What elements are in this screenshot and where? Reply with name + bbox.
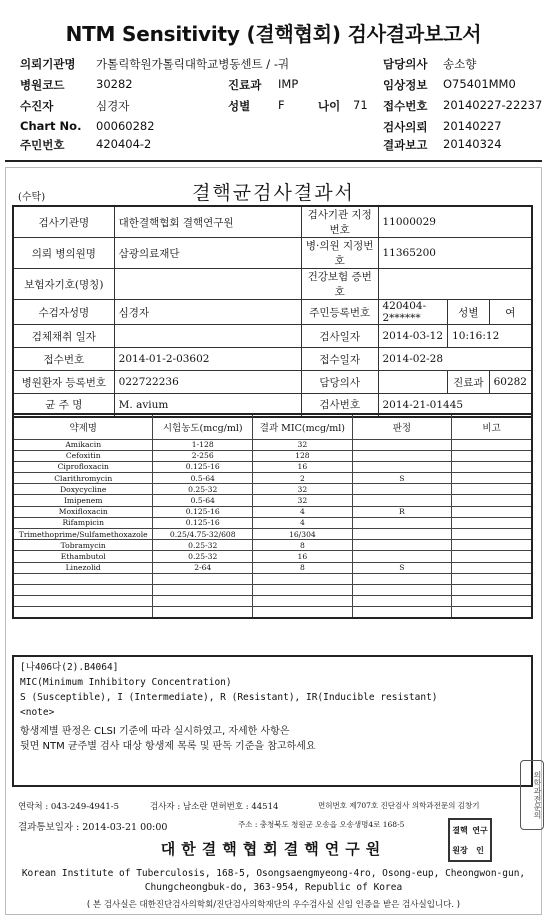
judgement	[352, 607, 451, 618]
mic-result: 32	[253, 495, 353, 506]
institute-seal	[448, 818, 492, 862]
value-age: 71	[353, 98, 368, 112]
drug-row	[13, 473, 532, 484]
drug-name: Tobramycin	[13, 540, 153, 551]
disclaimer: ( 본 검사실은 대한진단검사의학회/진단검사의학재단의 우수검사실 신임 인증을 받은 검사실입니다. )	[86, 900, 461, 910]
drug-name: Clarithromycin	[13, 473, 153, 484]
value-chart-no: 00060282	[96, 119, 155, 133]
info-value: M. avium	[114, 394, 301, 417]
drug-row	[13, 540, 532, 551]
drug-row	[13, 573, 532, 584]
value-request-date: 20140227	[443, 119, 502, 133]
drug-row	[13, 461, 532, 472]
report-title: NTM Sensitivity (결핵협회) 검사결과보고서	[65, 22, 482, 46]
test-concentration: 2-256	[153, 450, 253, 461]
label-hospital-code: 병원코드	[20, 78, 65, 92]
remark	[452, 584, 532, 595]
remark	[452, 506, 532, 517]
judgement	[352, 450, 451, 461]
remark	[452, 450, 532, 461]
mic-result: 4	[253, 517, 353, 528]
info-label: 검사번호	[301, 394, 378, 417]
remark	[452, 461, 532, 472]
remark	[452, 495, 532, 506]
label-doctor: 담당의사	[383, 57, 428, 71]
drug-name	[13, 596, 153, 607]
info-value: 삼광의료재단	[114, 238, 301, 269]
info-row	[13, 269, 532, 300]
label-age: 나이	[318, 99, 341, 113]
mic-result: 16	[253, 551, 353, 562]
info-label: 보험자기호(명칭)	[13, 269, 114, 300]
info-label: 성별	[448, 300, 489, 325]
drug-name	[13, 584, 153, 595]
info-value: 10:16:12	[448, 325, 532, 348]
judgement	[352, 540, 451, 551]
remark	[452, 529, 532, 540]
judgement	[352, 461, 451, 472]
drug-name: Ciprofloxacin	[13, 461, 153, 472]
test-concentration: 0.25/4.75-32/608	[153, 529, 253, 540]
remark	[452, 517, 532, 528]
info-value: 여	[489, 300, 532, 325]
judgement	[352, 495, 451, 506]
drug-row	[13, 439, 532, 450]
judgement: S	[352, 473, 451, 484]
info-label: 건강보험 증번호	[301, 269, 378, 300]
value-doctor: 송소향	[443, 57, 477, 71]
label-report-date: 결과보고	[383, 138, 428, 152]
info-row	[13, 348, 532, 371]
footer-contact: 연락처 : 043-249-4941-5	[18, 802, 120, 812]
label-clinical-info: 임상정보	[383, 78, 428, 92]
mic-result: 2	[253, 473, 353, 484]
note-legend: S (Susceptible), I (Intermediate), R (Resistant), IR(Inducible resistant)	[20, 692, 438, 703]
mic-result: 8	[253, 562, 353, 573]
test-concentration	[153, 573, 253, 584]
patient-info-table	[12, 205, 533, 418]
info-value: 11365200	[378, 238, 532, 269]
label-receipt-no: 접수번호	[383, 99, 428, 113]
seal-char: 연구	[472, 825, 488, 835]
info-label: 검체채취 일자	[13, 325, 114, 348]
mic-result	[253, 607, 353, 618]
info-label: 균 주 명	[13, 394, 114, 417]
mic-result: 16	[253, 461, 353, 472]
seal-char: 원장	[452, 845, 468, 855]
test-concentration	[153, 607, 253, 618]
info-row	[13, 371, 532, 394]
note-line: 뒷면 NTM 균주별 검사 대상 항생제 목록 및 판독 기준을 참고하세요	[20, 741, 316, 752]
drug-row	[13, 529, 532, 540]
drug-name: Doxycycline	[13, 484, 153, 495]
institute-name: 대한결핵협회결핵연구원	[160, 840, 387, 858]
mic-result: 8	[253, 540, 353, 551]
info-label: 의뢰 병의원명	[13, 238, 114, 269]
remark	[452, 540, 532, 551]
mic-result	[253, 584, 353, 595]
consignment-tag: (수탁)	[18, 192, 46, 203]
info-value: 60282	[489, 371, 532, 394]
judgement	[352, 517, 451, 528]
value-report-date: 20140324	[443, 137, 502, 151]
remark	[452, 562, 532, 573]
drug-row	[13, 562, 532, 573]
mic-result	[253, 573, 353, 584]
test-concentration: 0.125-16	[153, 506, 253, 517]
value-patient: 심경자	[96, 99, 130, 113]
address-en-line2: Chungcheongbuk-do, 363-954, Republic of Korea	[144, 882, 403, 893]
value-hospital-code: 30282	[96, 77, 133, 91]
drug-row	[13, 596, 532, 607]
drug-row	[13, 551, 532, 562]
label-sex: 성별	[228, 99, 251, 113]
judgement: R	[352, 506, 451, 517]
physician-seal: 의학과전문의	[520, 760, 544, 830]
drug-name: Linezolid	[13, 562, 153, 573]
info-value: 대한결핵협회 결핵연구원	[114, 206, 301, 238]
judgement	[352, 439, 451, 450]
value-resident-no: 420404-2	[96, 137, 152, 151]
remark	[452, 484, 532, 495]
info-row	[13, 206, 532, 238]
mic-result: 32	[253, 484, 353, 495]
info-value: 2014-03-12	[378, 325, 448, 348]
drug-susceptibility-table	[12, 413, 533, 619]
info-row	[13, 325, 532, 348]
info-value: 2014-02-28	[378, 348, 532, 371]
value-clinical-info: O75401MM0	[443, 77, 516, 91]
drug-name: Moxifloxacin	[13, 506, 153, 517]
test-concentration: 0.25-32	[153, 551, 253, 562]
info-label: 접수번호	[13, 348, 114, 371]
label-patient: 수진자	[20, 99, 54, 113]
test-concentration: 0.125-16	[153, 461, 253, 472]
info-label: 담당의사	[301, 371, 378, 394]
info-label: 검사일자	[301, 325, 378, 348]
drug-row	[13, 607, 532, 618]
footer-license: 면허번호 제707호 진단검사 의학과전문의 김창기	[318, 801, 480, 810]
judgement	[352, 584, 451, 595]
drug-name: Trimethoprime/Sulfamethoxazole	[13, 529, 153, 540]
remark	[452, 473, 532, 484]
label-department: 진료과	[228, 78, 262, 92]
info-row	[13, 238, 532, 269]
scan-title: 결핵균검사결과서	[192, 182, 355, 204]
label-chart-no: Chart No.	[20, 119, 82, 133]
note-mic: MIC(Minimum Inhibitory Concentration)	[20, 677, 232, 688]
value-sex: F	[278, 98, 285, 112]
info-value	[114, 269, 301, 300]
info-label: 병원환자 등록번호	[13, 371, 114, 394]
value-department: IMP	[278, 77, 299, 91]
remark	[452, 551, 532, 562]
info-value	[114, 325, 301, 348]
test-concentration: 0.5-64	[153, 495, 253, 506]
test-concentration: 2-64	[153, 562, 253, 573]
test-concentration: 0.25-32	[153, 540, 253, 551]
drug-row	[13, 506, 532, 517]
judgement	[352, 529, 451, 540]
info-label: 검사기관명	[13, 206, 114, 238]
footer-address-kr: 주소 : 충청북도 청원군 오송읍 오송생명4로 168-5	[238, 820, 405, 829]
remark	[452, 607, 532, 618]
mic-result: 128	[253, 450, 353, 461]
footer-examiner: 검사자 : 남소란 면허번호 : 44514	[150, 802, 279, 812]
remark	[452, 439, 532, 450]
drug-name	[13, 607, 153, 618]
col-mic: 결과 MIC(mcg/ml)	[253, 414, 353, 439]
header-divider	[5, 160, 542, 162]
label-resident-no: 주민번호	[20, 138, 65, 152]
judgement	[352, 596, 451, 607]
info-value	[378, 269, 532, 300]
remark	[452, 573, 532, 584]
info-row	[13, 300, 532, 325]
drug-row	[13, 517, 532, 528]
info-label: 진료과	[448, 371, 489, 394]
label-requester: 의뢰기관명	[20, 57, 76, 71]
col-drug: 약제명	[13, 414, 153, 439]
info-value: 2014-21-01445	[378, 394, 532, 417]
judgement	[352, 551, 451, 562]
footer-date: 결과통보일자 : 2014-03-21 00:00	[18, 822, 168, 833]
note-line: 항생제별 판정은 CLSI 기준에 따라 실시하였고, 자세한 사항은	[20, 726, 290, 737]
judgement: S	[352, 562, 451, 573]
info-label: 접수일자	[301, 348, 378, 371]
drug-name: Rifampicin	[13, 517, 153, 528]
judgement	[352, 484, 451, 495]
drug-row	[13, 484, 532, 495]
drug-name: Cefoxitin	[13, 450, 153, 461]
drug-name: Amikacin	[13, 439, 153, 450]
test-concentration: 0.125-16	[153, 517, 253, 528]
info-value: 심경자	[114, 300, 301, 325]
value-receipt-no: 20140227-22237	[443, 98, 543, 112]
col-remark: 비고	[452, 414, 532, 439]
info-value: 420404-2******	[378, 300, 448, 325]
mic-result: 32	[253, 439, 353, 450]
test-concentration	[153, 584, 253, 595]
notes-box	[12, 655, 533, 787]
label-request-date: 검사의뢰	[383, 120, 428, 134]
mic-result: 4	[253, 506, 353, 517]
mic-result: 16/304	[253, 529, 353, 540]
drug-row	[13, 495, 532, 506]
info-value: 11000029	[378, 206, 532, 238]
test-concentration: 0.5-64	[153, 473, 253, 484]
info-label: 병·의원 지정번호	[301, 238, 378, 269]
note-code: [나406다(2).B4064]	[20, 662, 119, 673]
mic-result	[253, 596, 353, 607]
info-value	[378, 371, 448, 394]
info-label: 검사기관 지정번호	[301, 206, 378, 238]
test-concentration: 0.25-32	[153, 484, 253, 495]
seal-char: 결핵	[452, 825, 468, 835]
judgement	[352, 573, 451, 584]
address-en-line1: Korean Institute of Tuberculosis, 168-5, Osongsaengmyeong-4ro, Osong-eup, Cheongwon-gun,	[21, 868, 526, 879]
drug-name	[13, 573, 153, 584]
remark	[452, 596, 532, 607]
info-label: 수검자성명	[13, 300, 114, 325]
drug-row	[13, 450, 532, 461]
seal-char: 인	[476, 845, 484, 855]
col-judgement: 판정	[352, 414, 451, 439]
drug-table-header	[13, 414, 532, 439]
info-value: 2014-01-2-03602	[114, 348, 301, 371]
col-concentration: 시험농도(mcg/ml)	[153, 414, 253, 439]
test-concentration	[153, 596, 253, 607]
info-label: 주민등록번호	[301, 300, 378, 325]
info-value: 022722236	[114, 371, 301, 394]
drug-row	[13, 584, 532, 595]
value-requester: 가톨릭학원가톨릭대학교병동센트 / -궈	[96, 57, 290, 71]
note-tag: <note>	[20, 707, 55, 718]
test-concentration: 1-128	[153, 439, 253, 450]
drug-name: Ethambutol	[13, 551, 153, 562]
drug-name: Imipenem	[13, 495, 153, 506]
